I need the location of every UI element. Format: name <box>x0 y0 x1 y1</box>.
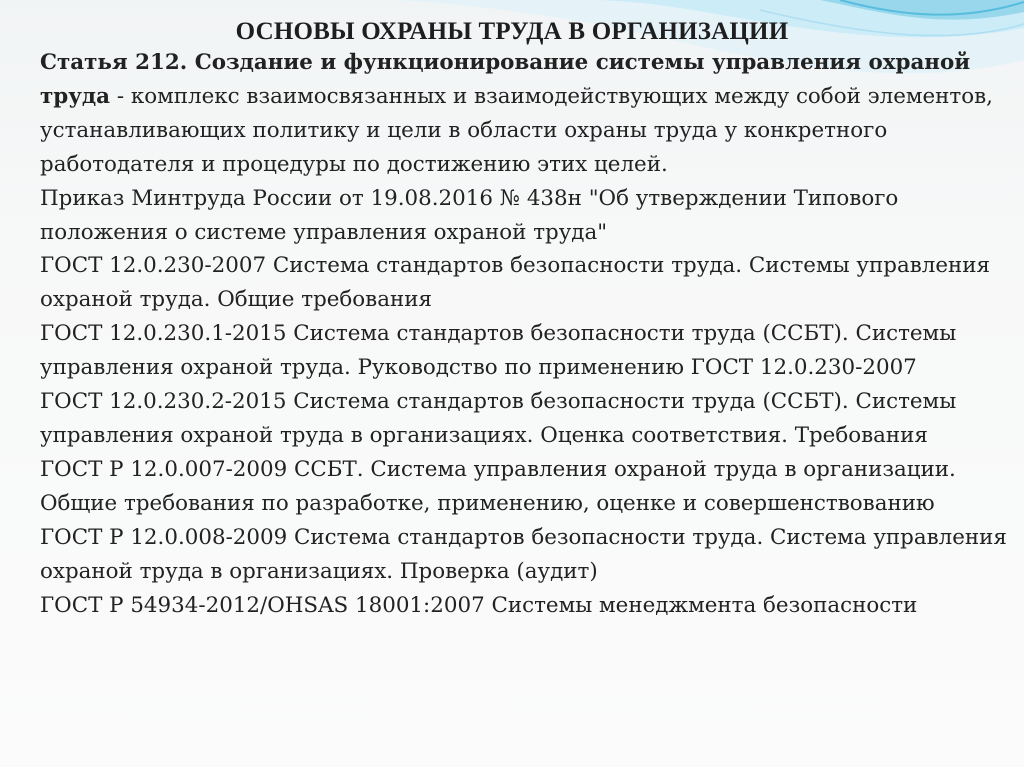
document-item: ГОСТ 12.0.230-2007 Система стандартов безопасности труда. Системы управления охраной труда. Общие требования <box>40 253 990 313</box>
document-item: Приказ Минтруда России от 19.08.2016 № 438н "Об утверждении Типового положения о системе управления охраной труда" <box>40 185 899 245</box>
slide-body <box>40 46 1015 622</box>
document-item: ГОСТ Р 54934-2012/OHSAS 18001:2007 Системы менеджмента безопасности <box>40 592 918 618</box>
document-item: ГОСТ 12.0.230.2-2015 Система стандартов безопасности труда (ССБТ). Системы управления охраной труда в организациях. Оценка соответствия. Требования <box>40 389 957 448</box>
document-item: ГОСТ Р 12.0.008-2009 Система стандартов безопасности труда. Система управления охраной труда в организациях. Проверка (аудит) <box>40 524 1007 584</box>
article-definition: - комплекс взаимосвязанных и взаимодействующих между собой элементов, устанавливающих политику и цели в области охраны труда у конкретного работодателя и процедуры по достижению этих целей. <box>40 83 993 177</box>
article-heading: Статья 212. Создание и функционирование системы управления охраной труда <box>40 50 971 109</box>
article-paragraph <box>40 46 1015 182</box>
document-item: ГОСТ Р 12.0.007-2009 ССБТ. Система управления охраной труда в организации. Общие требования по разработке, применению, оценке и совершенствованию <box>40 456 956 516</box>
document-item: ГОСТ 12.0.230.1-2015 Система стандартов безопасности труда (ССБТ). Системы управления охраной труда. Руководство по применению ГОСТ 12.0.230-2007 <box>40 321 957 381</box>
slide-title: ОСНОВЫ ОХРАНЫ ТРУДА В ОРГАНИЗАЦИИ <box>235 18 789 45</box>
